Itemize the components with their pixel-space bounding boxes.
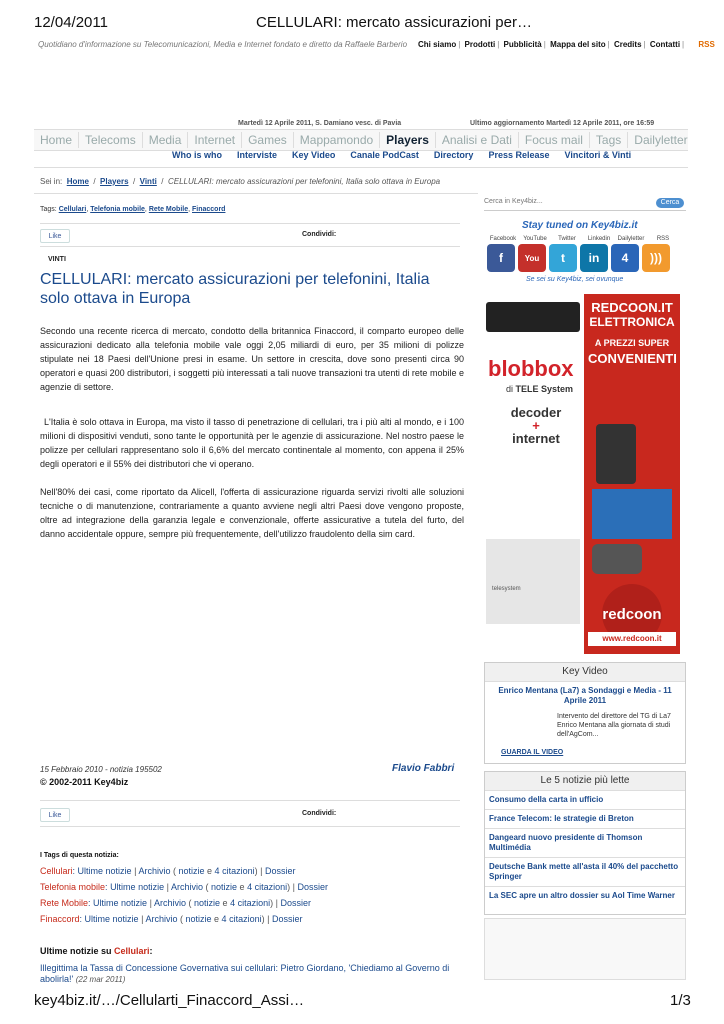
ad-url: www.redcoon.it: [602, 634, 662, 643]
ad-banner[interactable]: [484, 294, 680, 654]
key-video-title: Key Video: [485, 663, 685, 682]
top-link-chi-siamo[interactable]: Chi siamo: [418, 40, 457, 49]
tag-ultime-link[interactable]: Ultime notizie: [93, 898, 148, 908]
social-icons: [487, 244, 670, 272]
ad-blobbox: blobbox: [488, 356, 574, 381]
top5-item[interactable]: Consumo della carta in ufficio: [485, 791, 685, 810]
tag-citazioni-link[interactable]: citazioni: [237, 898, 271, 908]
copyright: © 2002-2011 Key4biz: [40, 777, 129, 787]
social-label: RSS: [656, 236, 670, 242]
key-video-desc: Intervento del direttore del TG di La7 Enrico Mentana alla giornata di studi dell'AgCom...: [557, 713, 671, 738]
youtube-icon[interactable]: You: [518, 244, 546, 272]
article-tags: Tags: Cellulari, Telefonia mobile, Rete Mobile, Finaccord: [40, 206, 226, 213]
like-button[interactable]: Like: [40, 808, 70, 822]
tag-citazioni-count: 4: [230, 898, 236, 908]
tag-archivio-link[interactable]: Archivio: [153, 898, 186, 908]
key-video-headline[interactable]: Enrico Mentana (La7) a Sondaggi e Media - 11 Aprile 2011: [498, 686, 672, 705]
stay-tuned-title: Stay tuned on Key4biz.it: [522, 220, 638, 231]
tags-section-title: I Tags di questa notizia:: [40, 852, 119, 859]
tag-dossier-link[interactable]: Dossier: [297, 882, 328, 892]
tag-notizie-link[interactable]: notizie: [194, 898, 221, 908]
article-headline: CELLULARI: mercato assicurazioni per telefonini, Italia solo ottava in Europa: [40, 271, 430, 307]
top5-item[interactable]: France Telecom: le strategie di Breton: [485, 810, 685, 829]
twitter-icon[interactable]: t: [549, 244, 577, 272]
nav-games[interactable]: Games: [242, 132, 294, 148]
top-link-mappa[interactable]: Mappa del sito: [550, 40, 606, 49]
tag-archivio-link[interactable]: Archivio: [170, 882, 203, 892]
tag-citazioni-count: 4: [214, 866, 220, 876]
divider: [40, 800, 460, 801]
settop-box-image: [486, 302, 580, 332]
breadcrumb-players[interactable]: Players: [100, 177, 129, 186]
coffee-machine-image: [596, 424, 636, 484]
divider: [40, 826, 460, 827]
ad-headline: [588, 300, 676, 366]
top5-widget: [484, 771, 686, 915]
tag-finaccord[interactable]: Finaccord: [192, 206, 226, 213]
subnav-directory[interactable]: Directory: [433, 150, 474, 160]
article-paragraph: L'Italia è solo ottava in Europa, ma visto il tasso di penetrazione di cellulari, tra i più alti al mondo, e i 100 milioni di dispositivi venduti, sono tante le opportunità per le agenzie di assicurazione. Nel nostro paese le polizze per cellulari rappresentano solo il 6,6% del mercato continentale al momento, con appena il 25% degli operatori e il 55% dei distributori che vi operano.: [40, 417, 464, 469]
nav-telecoms[interactable]: Telecoms: [79, 132, 143, 148]
ad-line1: ELETTRONICA: [589, 315, 675, 329]
dailyletter-icon[interactable]: 4: [611, 244, 639, 272]
breadcrumb-current: CELLULARI: mercato assicurazioni per telefonini, Italia solo ottava in Europa: [167, 177, 441, 186]
site-tagline: Quotidiano d'informazione su Telecomunicazioni, Media e Internet fondato e diretto da Raffaele Barberio: [38, 40, 408, 49]
tag-citazioni-link[interactable]: citazioni: [229, 914, 262, 924]
tag-dossier-link[interactable]: Dossier: [264, 866, 296, 876]
tag-ultime-link[interactable]: Ultime notizie: [77, 866, 132, 876]
subnav-interviste[interactable]: Interviste: [237, 150, 278, 160]
tag-citazioni-link[interactable]: citazioni: [222, 866, 255, 876]
social-label: YouTube: [523, 236, 547, 242]
divider: [34, 167, 688, 168]
tag-ultime-link[interactable]: Ultime notizie: [110, 882, 165, 892]
top-link-contatti[interactable]: Contatti: [649, 40, 681, 49]
empty-widget: [484, 918, 686, 980]
breadcrumb-home[interactable]: Home: [66, 177, 89, 186]
latest-news-date: (22 mar 2011): [75, 975, 126, 984]
facebook-icon[interactable]: f: [487, 244, 515, 272]
nav-tags[interactable]: Tags: [590, 132, 628, 148]
ad-decoder: decoder: [510, 405, 562, 420]
tag-row: Telefonia mobile: Ultime notizie | Archivio ( notizie e 4 citazioni) | Dossier: [40, 882, 328, 892]
social-tagline: Se sei su Key4biz, sei ovunque: [526, 276, 624, 283]
tag-row: Finaccord: Ultime notizie | Archivio ( notizie e 4 citazioni) | Dossier: [40, 914, 303, 924]
social-label: Dailyletter: [617, 236, 645, 242]
top5-item[interactable]: Deutsche Bank mette all'asta il 40% del pacchetto Springer: [485, 858, 685, 887]
breadcrumb-vinti[interactable]: Vinti: [139, 177, 157, 186]
rss-icon[interactable]: ))): [642, 244, 670, 272]
top-link-prodotti[interactable]: Prodotti: [464, 40, 496, 49]
divider: [40, 246, 460, 247]
article-date: 15 Febbraio 2010 - notizia 195502: [40, 765, 162, 774]
tag-row-name[interactable]: Finaccord: [40, 914, 80, 924]
ad-plus: +: [532, 418, 540, 433]
nav-mappamondo[interactable]: Mappamondo: [294, 132, 380, 148]
nav-players[interactable]: Players: [380, 132, 436, 148]
tag-notizie-link[interactable]: notizie: [178, 866, 205, 876]
subnav-who-is-who[interactable]: Who is who: [172, 150, 222, 160]
nav-focus-mail[interactable]: Focus mail: [519, 132, 590, 148]
search-button[interactable]: Cerca: [656, 198, 684, 208]
tag-citazioni-count: 4: [247, 882, 253, 892]
latest-news-label: Ultime notizie su: [40, 946, 112, 956]
top-link-credits[interactable]: Credits: [613, 40, 642, 49]
tag-row: Rete Mobile: Ultime notizie | Archivio ( notizie e 4 citazioni) | Dossier: [40, 898, 311, 908]
tag-dossier-link[interactable]: Dossier: [280, 898, 311, 908]
subnav-vincitori[interactable]: Vincitori & Vinti: [564, 150, 632, 160]
tag-cellulari[interactable]: Cellulari: [58, 206, 87, 213]
linkedin-icon[interactable]: in: [580, 244, 608, 272]
tag-notizie-link[interactable]: notizie: [185, 914, 212, 924]
tag-archivio-link[interactable]: Archivio: [145, 914, 178, 924]
ad-di: [506, 384, 573, 394]
ad-redcoon-logo: redcoon: [602, 606, 662, 623]
tag-telefonia-mobile[interactable]: Telefonia mobile: [90, 206, 145, 213]
top5-item[interactable]: Dangeard nuovo presidente di Thomson Multimédia: [485, 829, 685, 858]
tv-image: [592, 489, 672, 539]
main-nav: [34, 129, 688, 151]
watch-video-link[interactable]: GUARDA IL VIDEO: [501, 749, 564, 756]
ad-telesystem: TELE System: [515, 384, 574, 394]
latest-news-tag[interactable]: Cellulari: [114, 946, 150, 956]
ad-line2: A PREZZI SUPER: [594, 338, 670, 348]
social-label: Twitter: [558, 236, 576, 242]
subnav-podcast[interactable]: Canale PodCast: [350, 150, 419, 160]
breadcrumb-prefix: Sei in:: [40, 177, 63, 186]
key-video-widget: [484, 662, 686, 764]
top-link-pubblicita[interactable]: Pubblicità: [503, 40, 542, 49]
tag-dossier-link[interactable]: Dossier: [271, 914, 303, 924]
tag-rete-mobile[interactable]: Rete Mobile: [148, 206, 189, 213]
article-author[interactable]: Flavio Fabbri: [392, 763, 455, 774]
nav-media[interactable]: Media: [143, 132, 189, 148]
social-labels: [487, 236, 679, 242]
last-updated: Ultimo aggiornamento Martedì 12 Aprile 2011, ore 16:59: [470, 120, 655, 127]
ad-di-text: di: [506, 384, 514, 394]
tag-row-name[interactable]: Rete Mobile: [40, 898, 89, 908]
tag-row: Cellulari: Ultime notizie | Archivio ( notizie e 4 citazioni) | Dossier: [40, 866, 296, 876]
nav-dailyletter[interactable]: Dailyletter: [634, 133, 688, 147]
camera-image: [592, 544, 642, 574]
search-input[interactable]: Cerca in Key4biz...: [484, 198, 686, 211]
social-label: Linkedin: [587, 236, 611, 242]
article-paragraph: Nell'80% dei casi, come riportato da Alicell, l'offerta di assicurazione riguarda servizi rivolti alle soluzioni tecniche o di manutenzione, contrariamente a quanto avviene negli altri Paesi dove vengono proposte, oltre ad integrazione della garanzia legale e convenzionale, offerte assicurative a tutela del furto, del danno accidentale oppure, sempre più frequentemente, dell'utilizzo fraudolento della sim card.: [40, 487, 464, 539]
nav-home[interactable]: Home: [34, 132, 79, 148]
social-label: Facebook: [489, 236, 517, 242]
breadcrumb: Sei in: Home / Players / Vinti / CELLULARI: mercato assicurazioni per telefonini, Italia solo ottava in Europa: [40, 177, 441, 186]
ad-brand: REDCOON.IT: [591, 300, 673, 315]
print-title: CELLULARI: mercato assicurazioni per…: [256, 14, 532, 31]
top5-item[interactable]: La SEC apre un altro dossier su Aol Time Warner: [489, 891, 675, 900]
article-paragraph: Secondo una recente ricerca di mercato, condotto della britannica Finaccord, il comparto europeo delle assicurazioni dedicato alla telefonia mobile vale oggi 2,05 miliardi di euro, per 35 milioni di polizze stipulate nei 18 Paesi dell'Unione presi in esame. Un settore in crescita, dove sono presenti circa 90 operatori e quasi 200 distributori, i soggetti più interessati a tali nuove transazioni tra utenti di rete mobile e agenzie di settore.: [40, 326, 464, 392]
divider: [34, 193, 478, 194]
ad-internet: internet: [512, 431, 560, 446]
subnav-key-video[interactable]: Key Video: [292, 150, 336, 160]
tag-archivio-link[interactable]: Archivio: [138, 866, 171, 876]
print-page-number: 1/3: [670, 992, 691, 1009]
tag-ultime-link[interactable]: Ultime notizie: [84, 914, 139, 924]
divider: [40, 223, 460, 224]
decoder-image: [486, 539, 580, 624]
tag-citazioni-link[interactable]: citazioni: [254, 882, 288, 892]
tag-citazioni-count: 4: [221, 914, 227, 924]
ad-decoder-text: [506, 406, 566, 445]
share-label: Condividi:: [302, 810, 337, 817]
top-links: Chi siamo | Prodotti | Pubblicità | Mappa del sito | Credits | Contatti | RSS: [418, 40, 715, 49]
sub-nav: [172, 150, 631, 160]
ad-line3: CONVENIENTI: [588, 351, 677, 366]
latest-news-title[interactable]: Illegittima la Tassa di Concessione Governativa sui cellulari: Pietro Giordano, 'Chiediamo al Governo di abolirla!': [40, 963, 450, 984]
print-date: 12/04/2011: [34, 14, 108, 31]
nav-internet[interactable]: Internet: [188, 132, 242, 148]
tag-notizie-link[interactable]: notizie: [211, 882, 238, 892]
latest-news-item[interactable]: [40, 963, 464, 985]
latest-news-heading: Ultime notizie su Cellulari:: [40, 946, 153, 956]
rss-link[interactable]: RSS: [698, 40, 715, 49]
nav-analisi[interactable]: Analisi e Dati: [436, 132, 519, 148]
tag-row-name[interactable]: Telefonia mobile: [40, 882, 106, 892]
ad-stb-label: telesystem: [492, 586, 521, 592]
section-label: VINTI: [48, 256, 66, 263]
top5-title: Le 5 notizie più lette: [485, 772, 685, 791]
dateline: Martedì 12 Aprile 2011, S. Damiano vesc. di Pavia: [238, 120, 402, 127]
tags-label: Tags:: [40, 206, 57, 213]
share-label: Condividi:: [302, 231, 337, 238]
like-button[interactable]: Like: [40, 229, 70, 243]
print-footer-url: key4biz.it/…/Cellularti_Finaccord_Assi…: [34, 992, 305, 1009]
subnav-press-release[interactable]: Press Release: [488, 150, 550, 160]
tag-row-name[interactable]: Cellulari: [40, 866, 73, 876]
